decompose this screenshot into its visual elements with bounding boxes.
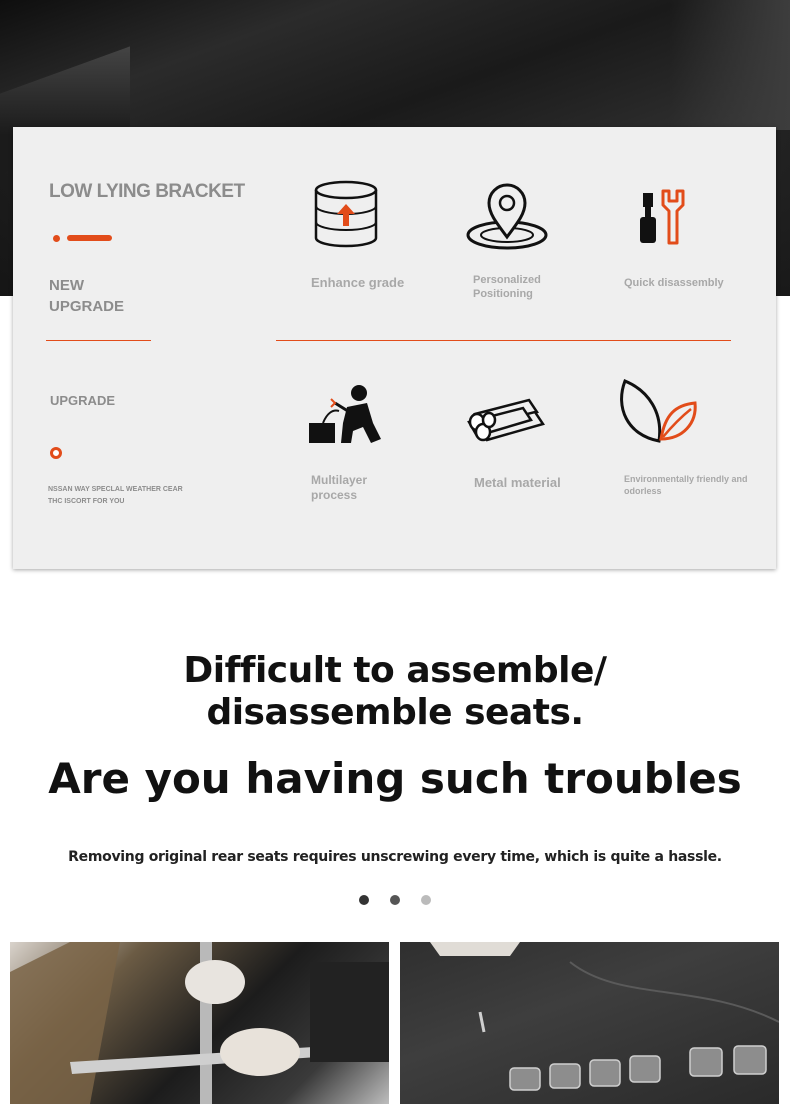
hand-using-tool-photo <box>10 942 389 1104</box>
pagination-dot[interactable] <box>390 895 400 905</box>
wrench-screwdriver-icon <box>635 187 695 247</box>
feature-label: Environmentally friendly and odorless <box>624 474 748 496</box>
pagination-dots <box>0 890 790 909</box>
upgrade-label: UPGRADE <box>50 393 116 408</box>
new-upgrade-label: NEW UPGRADE <box>49 277 125 315</box>
location-pin-icon <box>465 183 549 251</box>
heading-line-1: Difficult to assemble/ <box>183 650 607 691</box>
trouble-subtext: Removing original rear seats requires unscrewing every time, which is quite a hassle. <box>68 849 722 865</box>
small-caption: NSSAN WAY SPECLAL WEATHER CEAR THC ISCORT FOR YOU <box>48 486 183 505</box>
pagination-dot[interactable] <box>421 895 431 905</box>
feature-label: Enhance grade <box>311 275 405 290</box>
divider-left <box>46 340 151 341</box>
pagination-dot[interactable] <box>359 895 369 905</box>
divider-right <box>276 340 731 341</box>
bolts-on-carpet-photo <box>400 942 779 1104</box>
feature-label: Quick disassembly <box>624 277 724 289</box>
trouble-heading <box>0 650 790 734</box>
feature-label: Multilayer process <box>311 473 368 502</box>
accent-dot <box>53 235 60 242</box>
trouble-main-heading: Are you having such troubles <box>48 754 742 803</box>
welder-icon <box>307 383 385 447</box>
feature-label: Personalized Positioning <box>473 274 541 300</box>
feature-label: Metal material <box>474 475 561 490</box>
leaf-icon <box>619 377 699 447</box>
bracket-title: LOW LYING BRACKET <box>49 181 245 202</box>
metal-pipes-icon <box>465 392 549 448</box>
feature-card <box>13 127 776 569</box>
database-upgrade-icon <box>313 180 379 250</box>
accent-ring <box>50 447 62 459</box>
heading-line-2: disassemble seats. <box>206 692 584 733</box>
accent-dash <box>67 235 112 241</box>
